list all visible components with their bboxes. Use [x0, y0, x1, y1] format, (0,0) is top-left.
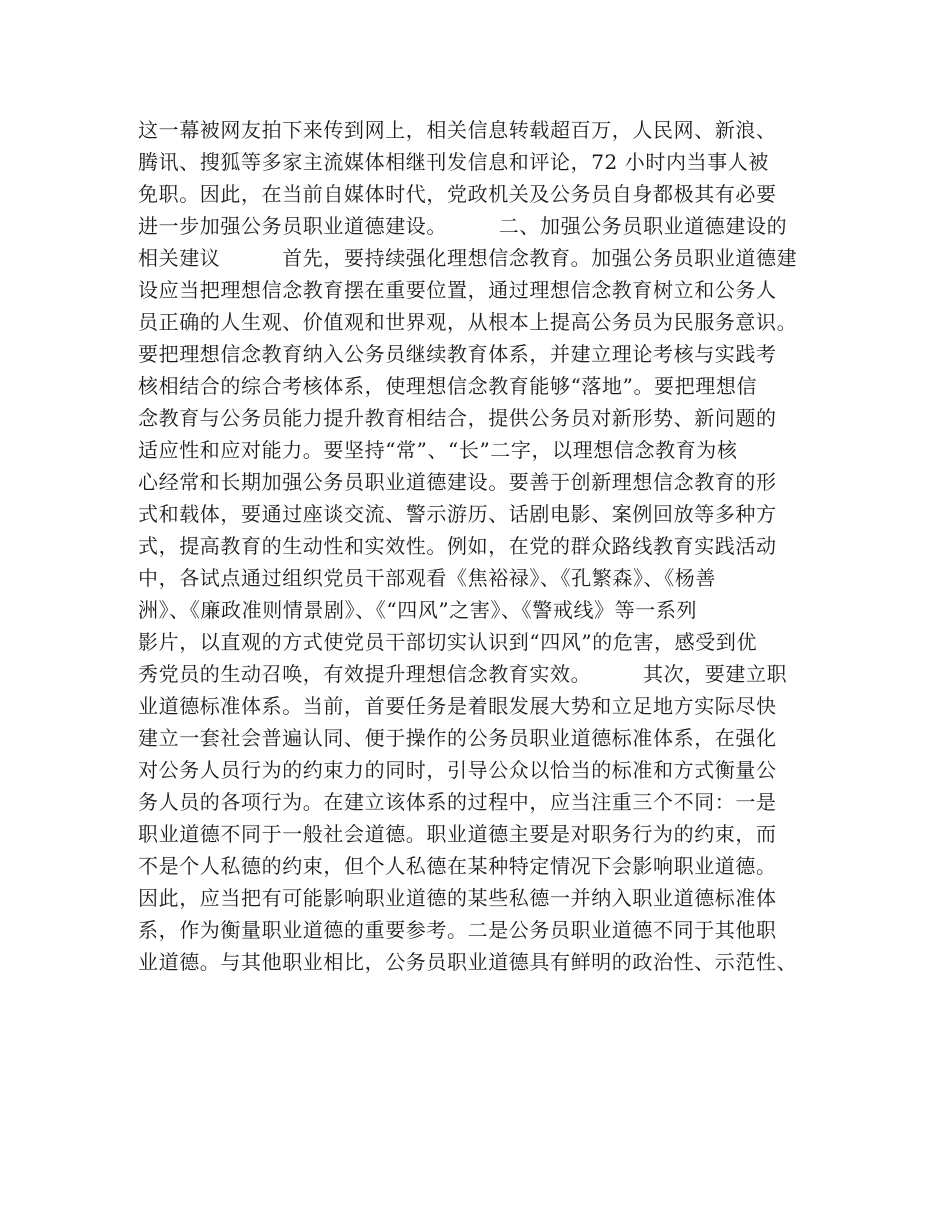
text-line: 式，提高教育的生动性和实效性。例如，在党的群众路线教育实践活动 [138, 534, 777, 558]
text-line: 腾讯、搜狐等多家主流媒体相继刊发信息和评论，72 小时内当事人被 [138, 150, 770, 174]
text-line: 进一步加强公务员职业道德建设。 二、加强公务员职业道德建设的 [138, 214, 788, 238]
text-line: 念教育与公务员能力提升教育相结合，提供公务员对新形势、新问题的 [138, 406, 777, 430]
text-line: 对公务人员行为的约束力的同时，引导公众以恰当的标准和方式衡量公 [138, 758, 777, 782]
text-line: 业道德标准体系。当前，首要任务是着眼发展大势和立足地方实际尽快 [138, 694, 777, 718]
text-line: 不是个人私德的约束，但个人私德在某种特定情况下会影响职业道德。 [138, 854, 777, 878]
text-line: 适应性和应对能力。要坚持“常”、“长”二字，以理想信念教育为核 [138, 438, 738, 462]
text-line: 免职。因此，在当前自媒体时代，党政机关及公务员自身都极其有必要 [138, 182, 777, 206]
text-line: 秀党员的生动召唤，有效提升理想信念教育实效。 其次，要建立职 [138, 662, 788, 686]
text-line: 影片，以直观的方式使党员干部切实认识到“四风”的危害，感受到优 [138, 630, 758, 654]
text-line: 员正确的人生观、价值观和世界观，从根本上提高公务员为民服务意识。 [138, 310, 798, 334]
text-line: 职业道德不同于一般社会道德。职业道德主要是对职务行为的约束，而 [138, 822, 777, 846]
text-line: 务人员的各项行为。在建立该体系的过程中，应当注重三个不同：一是 [138, 790, 777, 814]
text-line: 这一幕被网友拍下来传到网上，相关信息转载超百万，人民网、新浪、 [138, 118, 777, 142]
text-line: 式和载体，要通过座谈交流、警示游历、话剧电影、案例回放等多种方 [138, 502, 777, 526]
text-line: 中，各试点通过组织党员干部观看《焦裕禄》、《孔繁森》、《杨善 [138, 566, 716, 590]
text-line: 建立一套社会普遍认同、便于操作的公务员职业道德标准体系，在强化 [138, 726, 777, 750]
body-text [138, 114, 838, 978]
text-line: 因此，应当把有可能影响职业道德的某些私德一并纳入职业道德标准体 [138, 886, 777, 910]
text-line: 心经常和长期加强公务员职业道德建设。要善于创新理想信念教育的形 [138, 470, 777, 494]
text-line: 相关建议 首先，要持续强化理想信念教育。加强公务员职业道德建 [138, 246, 798, 270]
text-line: 要把理想信念教育纳入公务员继续教育体系，并建立理论考核与实践考 [138, 342, 777, 366]
text-line: 业道德。与其他职业相比，公务员职业道德具有鲜明的政治性、示范性、 [138, 950, 798, 974]
text-line: 系，作为衡量职业道德的重要参考。二是公务员职业道德不同于其他职 [138, 918, 777, 942]
text-line: 洲》、《廉政准则情景剧》、《“四风”之害》、《警戒线》等一系列 [138, 598, 698, 622]
text-line: 核相结合的综合考核体系，使理想信念教育能够“落地”。要把理想信 [138, 374, 758, 398]
text-line: 设应当把理想信念教育摆在重要位置，通过理想信念教育树立和公务人 [138, 278, 777, 302]
